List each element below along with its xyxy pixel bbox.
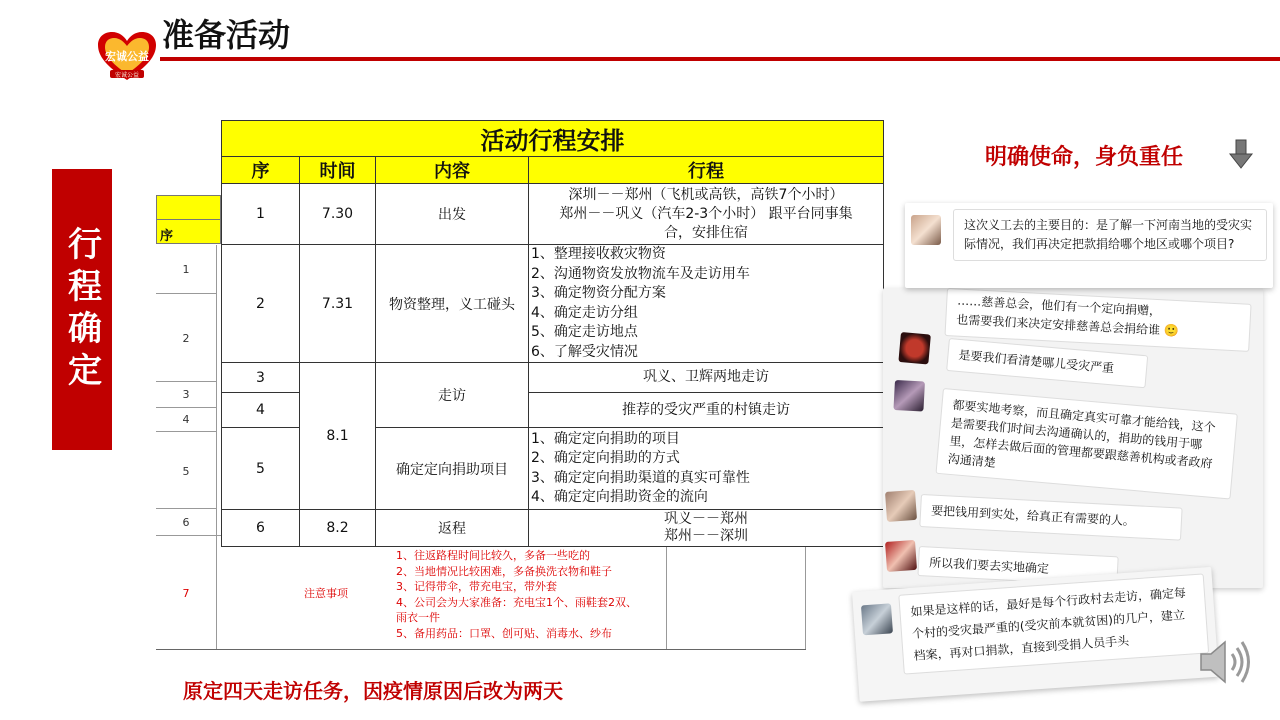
divider	[156, 219, 221, 220]
row-no: 6	[222, 510, 300, 547]
divider	[216, 245, 217, 650]
schedule-title: 活动行程安排	[222, 121, 884, 157]
chat-message: 这次义工去的主要目的：是了解一下河南当地的受灾实际情况，我们再决定把款捐给哪个地区或哪个项目?	[953, 209, 1267, 261]
side-banner	[52, 169, 112, 450]
note-line: 2、当地情况比较困难，多备换洗衣物和鞋子	[396, 564, 612, 578]
row-time: 8.2	[300, 510, 376, 547]
row-itinerary	[529, 184, 884, 245]
itinerary-line: 3、确定定向捐助渠道的真实可靠性	[531, 469, 750, 486]
itinerary-line: 1、确定定向捐助的项目	[531, 430, 680, 447]
row-itinerary	[529, 510, 884, 547]
row-time: 7.30	[300, 184, 376, 245]
avatar-woman	[911, 215, 941, 245]
row-time-merged: 8.1	[300, 363, 376, 510]
chat-screenshot-bottom	[852, 567, 1219, 702]
title-divider	[160, 57, 1280, 61]
itinerary-line: 深圳－－郑州（飞机或高铁，高铁7个小时）	[568, 186, 844, 203]
background-table-row: 1	[182, 263, 190, 276]
row-no: 1	[222, 184, 300, 245]
divider	[156, 407, 216, 408]
background-table-row: 7	[182, 587, 190, 600]
background-table-row: 3	[182, 388, 190, 401]
row-itinerary	[529, 393, 884, 428]
avatar-person	[885, 490, 917, 522]
itinerary-line: 合，安排住宿	[664, 224, 748, 241]
itinerary-line: 郑州－－巩义（汽车2-3个小时） 跟平台同事集	[559, 205, 853, 222]
table-row	[222, 184, 884, 245]
itinerary-line: 3、确定物资分配方案	[531, 285, 666, 301]
background-table-row: 6	[182, 516, 190, 529]
itinerary-line: 4、确定走访分组	[531, 304, 638, 321]
note-line: 3、记得带伞，带充电宝，带外套	[396, 580, 557, 593]
row-no: 2	[222, 245, 300, 363]
notes-label: 注意事项	[304, 587, 348, 600]
table-row	[222, 510, 884, 547]
page-title: 准备活动	[162, 16, 291, 54]
row-time: 7.31	[300, 245, 376, 363]
itinerary-line: 2、确定定向捐助的方式	[531, 450, 680, 466]
avatar-moon	[898, 332, 931, 365]
avatar-portrait	[893, 380, 925, 412]
itinerary-line: 4、确定定向捐助资金的流向	[531, 489, 708, 505]
row-no: 4	[222, 393, 300, 428]
svg-text:宏诚公益: 宏诚公益	[114, 72, 140, 79]
note-line: 4、公司会为大家准备：充电宝1个、雨鞋套2双、	[396, 595, 637, 609]
itinerary-line: 2、沟通物资发放物流车及走访用车	[531, 265, 750, 282]
note-line: 雨衣一件	[396, 611, 440, 624]
chat-partial-text: ……慈善总会，他们有一个定向捐赠，	[956, 293, 1162, 319]
row-content: 物资整理，义工碰头	[376, 245, 529, 363]
chat-message: 所以我们要去实地确定	[917, 546, 1118, 586]
avatar-red	[885, 540, 917, 572]
chat-message-text: 也需要我们来决定安排慈善总会捐给谁	[955, 312, 1161, 338]
divider	[156, 508, 216, 509]
side-banner-text: 行程确定	[61, 225, 102, 394]
row-no: 5	[222, 428, 300, 510]
row-no: 3	[222, 363, 300, 393]
column-header-content: 内容	[376, 157, 529, 184]
speaker-icon[interactable]	[1195, 632, 1255, 692]
background-table-header-label: 序	[160, 229, 174, 244]
divider	[156, 293, 216, 294]
column-header-time: 时间	[300, 157, 376, 184]
heart-logo-icon	[96, 30, 158, 82]
itinerary-line: 郑州－－深圳	[664, 528, 748, 544]
row-content: 出发	[376, 184, 529, 245]
chat-message: 如果是这样的话，最好是每个行政村去走访，确定每个村的受灾最严重的(受灾前本就贫困)的几户，建立档案，再对口捐款，直接到受捐人员手头	[898, 573, 1209, 674]
itinerary-line: 5、确定走访地点	[531, 324, 638, 340]
row-itinerary	[529, 245, 884, 363]
arrow-down-icon	[1228, 139, 1254, 169]
note-line: 1、往返路程时间比较久，多备一些吃的	[396, 549, 590, 562]
schedule-table	[221, 120, 884, 547]
table-row	[222, 245, 884, 363]
chat-message: 都要实地考察，而且确定真实可靠才能给钱，这个是需要我们时间去沟通确认的，捐助的钱用于哪里，怎样去做后面的管理都要跟慈善机构或者政府沟通清楚	[936, 388, 1238, 499]
divider	[805, 535, 806, 650]
column-header-itinerary: 行程	[529, 157, 884, 184]
itinerary-line: 6、了解受灾情况	[531, 343, 638, 360]
chat-screenshot-top	[905, 203, 1273, 288]
note-line: 5、备用药品：口罩、创可贴、消毒水、纱布	[396, 626, 612, 640]
divider	[156, 649, 806, 650]
chat-screenshot-stack	[883, 288, 1263, 588]
divider	[156, 431, 216, 432]
row-content: 确定定向捐助项目	[376, 428, 529, 510]
svg-text:宏诚公益: 宏诚公益	[105, 50, 149, 63]
divider	[666, 535, 667, 650]
footer-note: 原定四天走访任务，因疫情原因后改为两天	[183, 679, 563, 703]
itinerary-line: 巩义－－郑州	[664, 511, 748, 527]
divider	[156, 381, 216, 382]
chat-message: 要把钱用到实处，给真正有需要的人。	[919, 494, 1182, 541]
background-table-row: 2	[182, 332, 190, 345]
row-content: 走访	[376, 363, 529, 428]
background-table-row: 5	[182, 465, 190, 478]
row-itinerary	[529, 363, 884, 393]
avatar-man	[861, 603, 893, 635]
column-header-no: 序	[222, 157, 300, 184]
mission-heading: 明确使命，身负重任	[985, 145, 1184, 170]
table-row	[222, 363, 884, 393]
emoji-icon: 🙂	[1163, 323, 1180, 339]
notes-list	[396, 548, 666, 641]
itinerary-line: 推荐的受灾严重的村镇走访	[622, 401, 790, 418]
itinerary-line: 1、整理接收救灾物资	[531, 246, 666, 262]
chat-message: 是要我们看清楚哪儿受灾严重	[946, 338, 1148, 388]
row-content: 返程	[376, 510, 529, 547]
background-table-row: 4	[182, 413, 190, 426]
row-itinerary	[529, 428, 884, 510]
itinerary-line: 巩义、卫辉两地走访	[643, 369, 769, 385]
